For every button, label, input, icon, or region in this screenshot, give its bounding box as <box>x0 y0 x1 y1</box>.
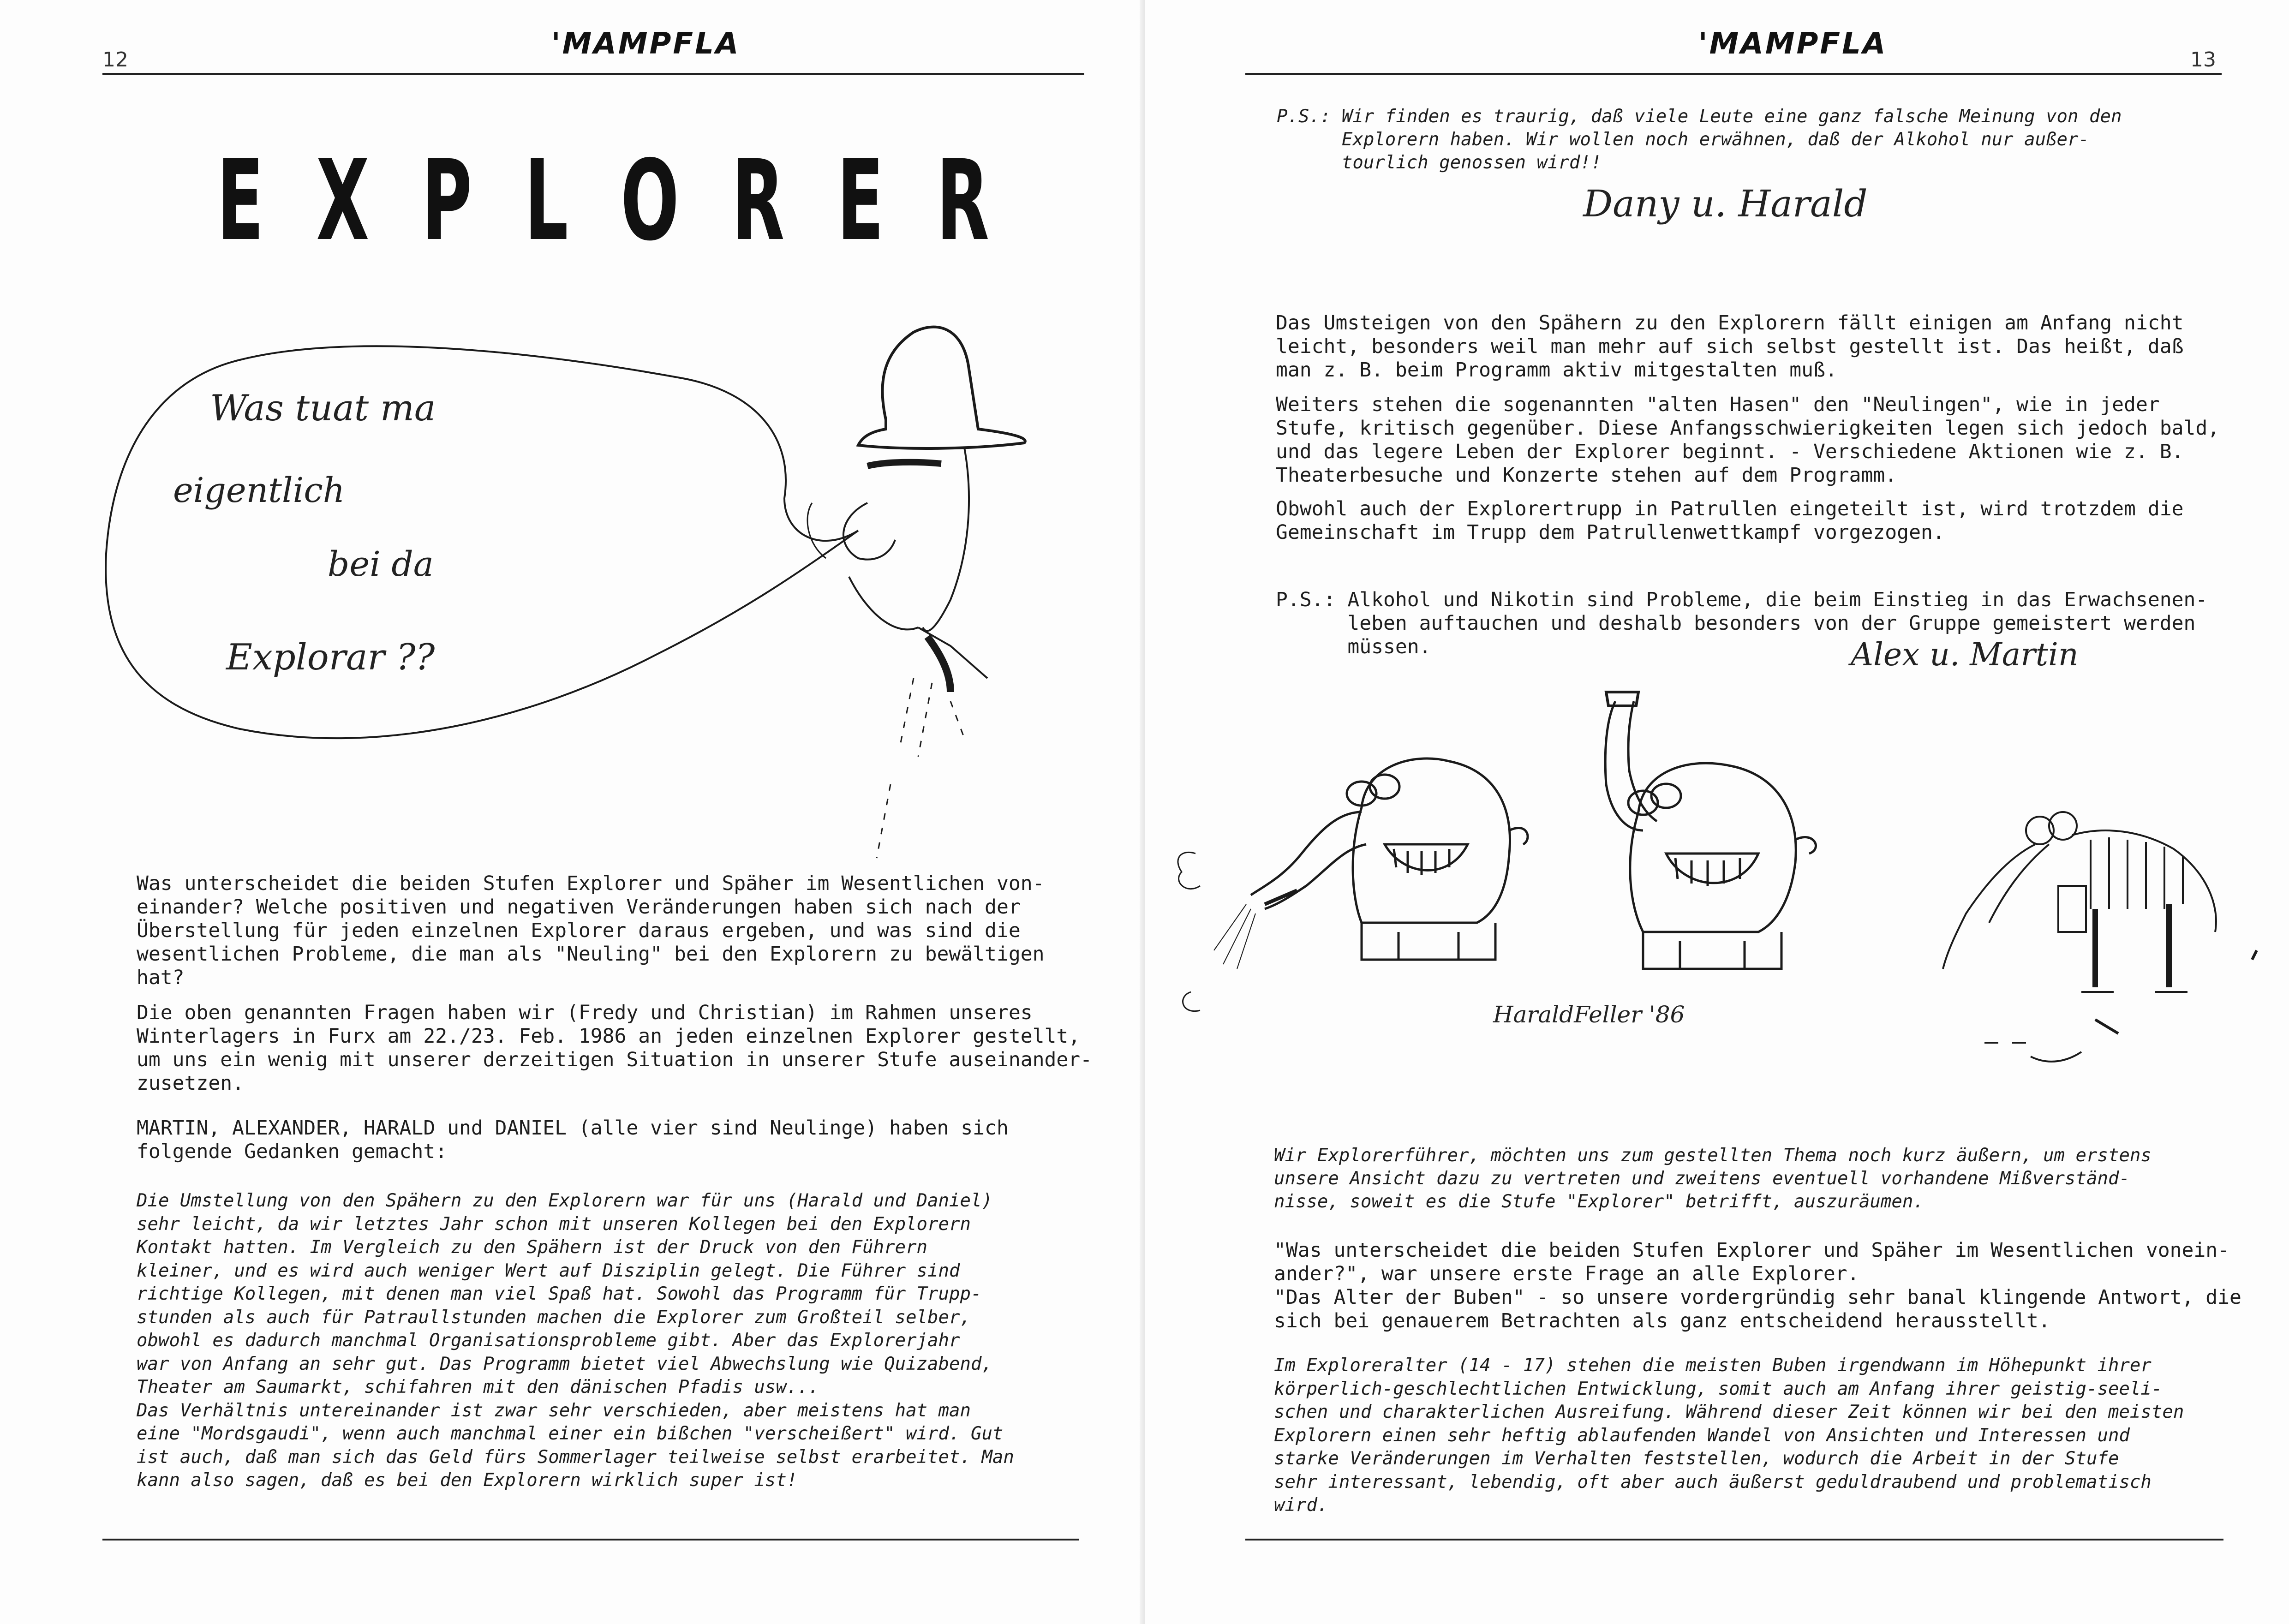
title-letter: L <box>524 136 568 265</box>
nose-outline <box>843 503 895 560</box>
skeleton-elephant-drawing <box>1943 812 2257 1062</box>
collar-outline <box>849 577 987 678</box>
cartoon-signature: HaraldFeller '86 <box>1493 1001 1685 1028</box>
page-number: 13 <box>2190 48 2216 72</box>
hat-icon <box>858 327 1025 448</box>
title-letter: R <box>936 136 989 265</box>
title-letter: O <box>621 136 679 265</box>
intro-paragraph: Was unterscheidet die beiden Stufen Explorer und Späher im Wesentlichen von- einander? Welche positiven und negativen Veränderungen haben sich nach der Überstellung für jeden einzelnen Explorer daraus ergeben, und was sind die wesentlichen Probleme, die man als "Neuling" bei den Explorern zu bewältigen hat? <box>137 872 1045 989</box>
bubble-line-3: bei da <box>328 544 434 584</box>
paragraph-transition: Das Umsteigen von den Spähern zu den Explorern fällt einigen am Anfang nicht leicht, besonders weil man mehr auf sich selbst gestellt ist. Das heißt, daß man z. B. beim Programm aktiv mitgestalten muß. <box>1276 311 2184 382</box>
drinking-elephant-drawing <box>1605 692 1816 969</box>
paragraph-patrols: Obwohl auch der Explorertrupp in Patrullen eingeteilt ist, wird trotzdem die Gemeinschaft im Trupp dem Patrullenwettkampf vorgezogen. <box>1276 497 2184 544</box>
age-statement: Im Exploreralter (14 - 17) stehen die meisten Buben irgendwann im Höhepunkt ihrer körperlich-geschlechtlichen Entwicklung, somit auch am Anfang ihrer geistig-seeli- schen und charakterlichen Ausreifung. Während dieser Zeit können wir bei den meisten Explorern einen sehr heftig ablaufenden Wandel von Ansichten und Interessen und starke Veränderungen im Verhalten feststellen, wodurch die Arbeit in der Stufe sehr interessant, lebendig, oft aber auch äußerst geduldraubend und problematisch wird. <box>1274 1355 2184 1516</box>
signature-dany-harald: Dany u. Harald <box>1583 182 1868 225</box>
leaders-statement: Wir Explorerführer, möchten uns zum gestellten Thema noch kurz äußern, um erstens unsere Ansicht dazu zu vertreten und zweitens eventuell vorhandene Mißverständ- nisse, soweit es die Stufe "Explorer" betrifft, auszuräumen. <box>1274 1145 2152 1212</box>
masthead-logo: 'MAMPFLA <box>1698 27 1888 61</box>
right-page <box>1145 0 2289 1624</box>
title-letter: E <box>217 136 264 265</box>
signature-alex-martin: Alex u. Martin <box>1851 637 2079 673</box>
header-rule <box>1245 73 2222 75</box>
glasses-icon <box>867 462 941 466</box>
title-letter: X <box>316 136 370 265</box>
ear-outline <box>807 503 826 558</box>
paragraph-old-hands: Weiters stehen die sogenannten "alten Hasen" den "Neulingen", wie in jeder Stufe, kritisch gegenüber. Diese Anfangsschwierigkeiten legen sich jedoch bald, und das legere Leben der Explorer beginnt. - Verschiedene Aktionen wie z. B. Theaterbesuche und Konzerte stehen auf dem Programm. <box>1276 393 2220 487</box>
page-number: 12 <box>102 48 128 72</box>
left-page <box>0 0 1144 1624</box>
footer-rule <box>102 1539 1079 1540</box>
ps-note-alcohol: P.S.: Alkohol und Nikotin sind Probleme, die beim Einstieg in das Erwachsenen- leben auftauchen und deshalb besonders von der Gruppe gemeistert werden müssen. <box>1276 588 2208 658</box>
tie-outline <box>877 678 964 858</box>
newcomers-statement: Die Umstellung von den Spähern zu den Explorern war für uns (Harald und Daniel) sehr leicht, da wir letztes Jahr schon mit unseren Kollegen bei den Explorern Kontakt hatten. Im Vergleich zu den Spähern ist der Druck von den Führern kleiner, und es wird auch weniger Wert auf Disziplin gelegt. Die Führer sind richtige Kollegen, mit denen man viel Spaß hat. Sowohl das Programm für Trupp- stunden als auch für Patraullstunden machen die Explorer zum Großteil selber, obwohl es dadurch manchmal Organisationsprobleme gibt. Aber das Explorerjahr war von Anfang an sehr gut. Das Programm bietet viel Abwechslung wie Quizabend, Theater am Saumarkt, schifahren mit den dänischen Pfadis usw... Das Verhältnis untereinander ist zwar sehr verschieden, aber meistens hat man eine "Mordsgaudi", wenn auch manchmal einer ein bißchen "verscheißert" wird. Gut ist auch, daß man sich das Geld fürs Sommerlager teilweise selbst erarbeitet. Man kann also sagen, daß es bei den Explorern wirklich super ist! <box>137 1190 1014 1491</box>
explorer-caricature-drawing <box>0 0 1144 877</box>
title-letter: P <box>421 136 472 265</box>
masthead-logo: 'MAMPFLA <box>551 27 741 61</box>
question-paragraph: "Was unterscheidet die beiden Stufen Explorer und Späher im Wesentlichen vonein- ander?", war unsere erste Frage an alle Explorer. "Das Alter der Buben" - so unsere vordergründig sehr banal klingende Antwort, die sich bei genauerem Betrachten als ganz entscheidend herausstellt. <box>1274 1239 2241 1332</box>
ps-note-italic: P.S.: Wir finden es traurig, daß viele Leute eine ganz falsche Meinung von den Explorern haben. Wir wollen noch erwähnen, daß der Alkohol nur außer- tourlich genossen wird!! <box>1277 106 2122 173</box>
footer-rule <box>1245 1539 2223 1540</box>
newcomers-paragraph: MARTIN, ALEXANDER, HARALD und DANIEL (alle vier sind Neulinge) haben sich folgende Gedanken gemacht: <box>137 1116 1009 1163</box>
title-letter: E <box>837 136 884 265</box>
bubble-line-4: Explorar ?? <box>226 637 435 678</box>
title-letter: R <box>731 136 785 265</box>
bubble-line-2: eigentlich <box>173 471 345 510</box>
face-outline <box>923 448 969 631</box>
smoking-elephant-drawing <box>1178 758 1528 1011</box>
elephants-cartoon <box>1145 692 2289 1107</box>
method-paragraph: Die oben genannten Fragen haben wir (Fredy und Christian) im Rahmen unseres Winterlagers in Furx am 22./23. Feb. 1986 an jeden einzelnen Explorer gestellt, um uns ein wenig mit unserer derzeitigen Situation in unserer Stufe auseinander- zusetzen. <box>137 1001 1093 1095</box>
bubble-line-1: Was tuat ma <box>210 388 436 429</box>
